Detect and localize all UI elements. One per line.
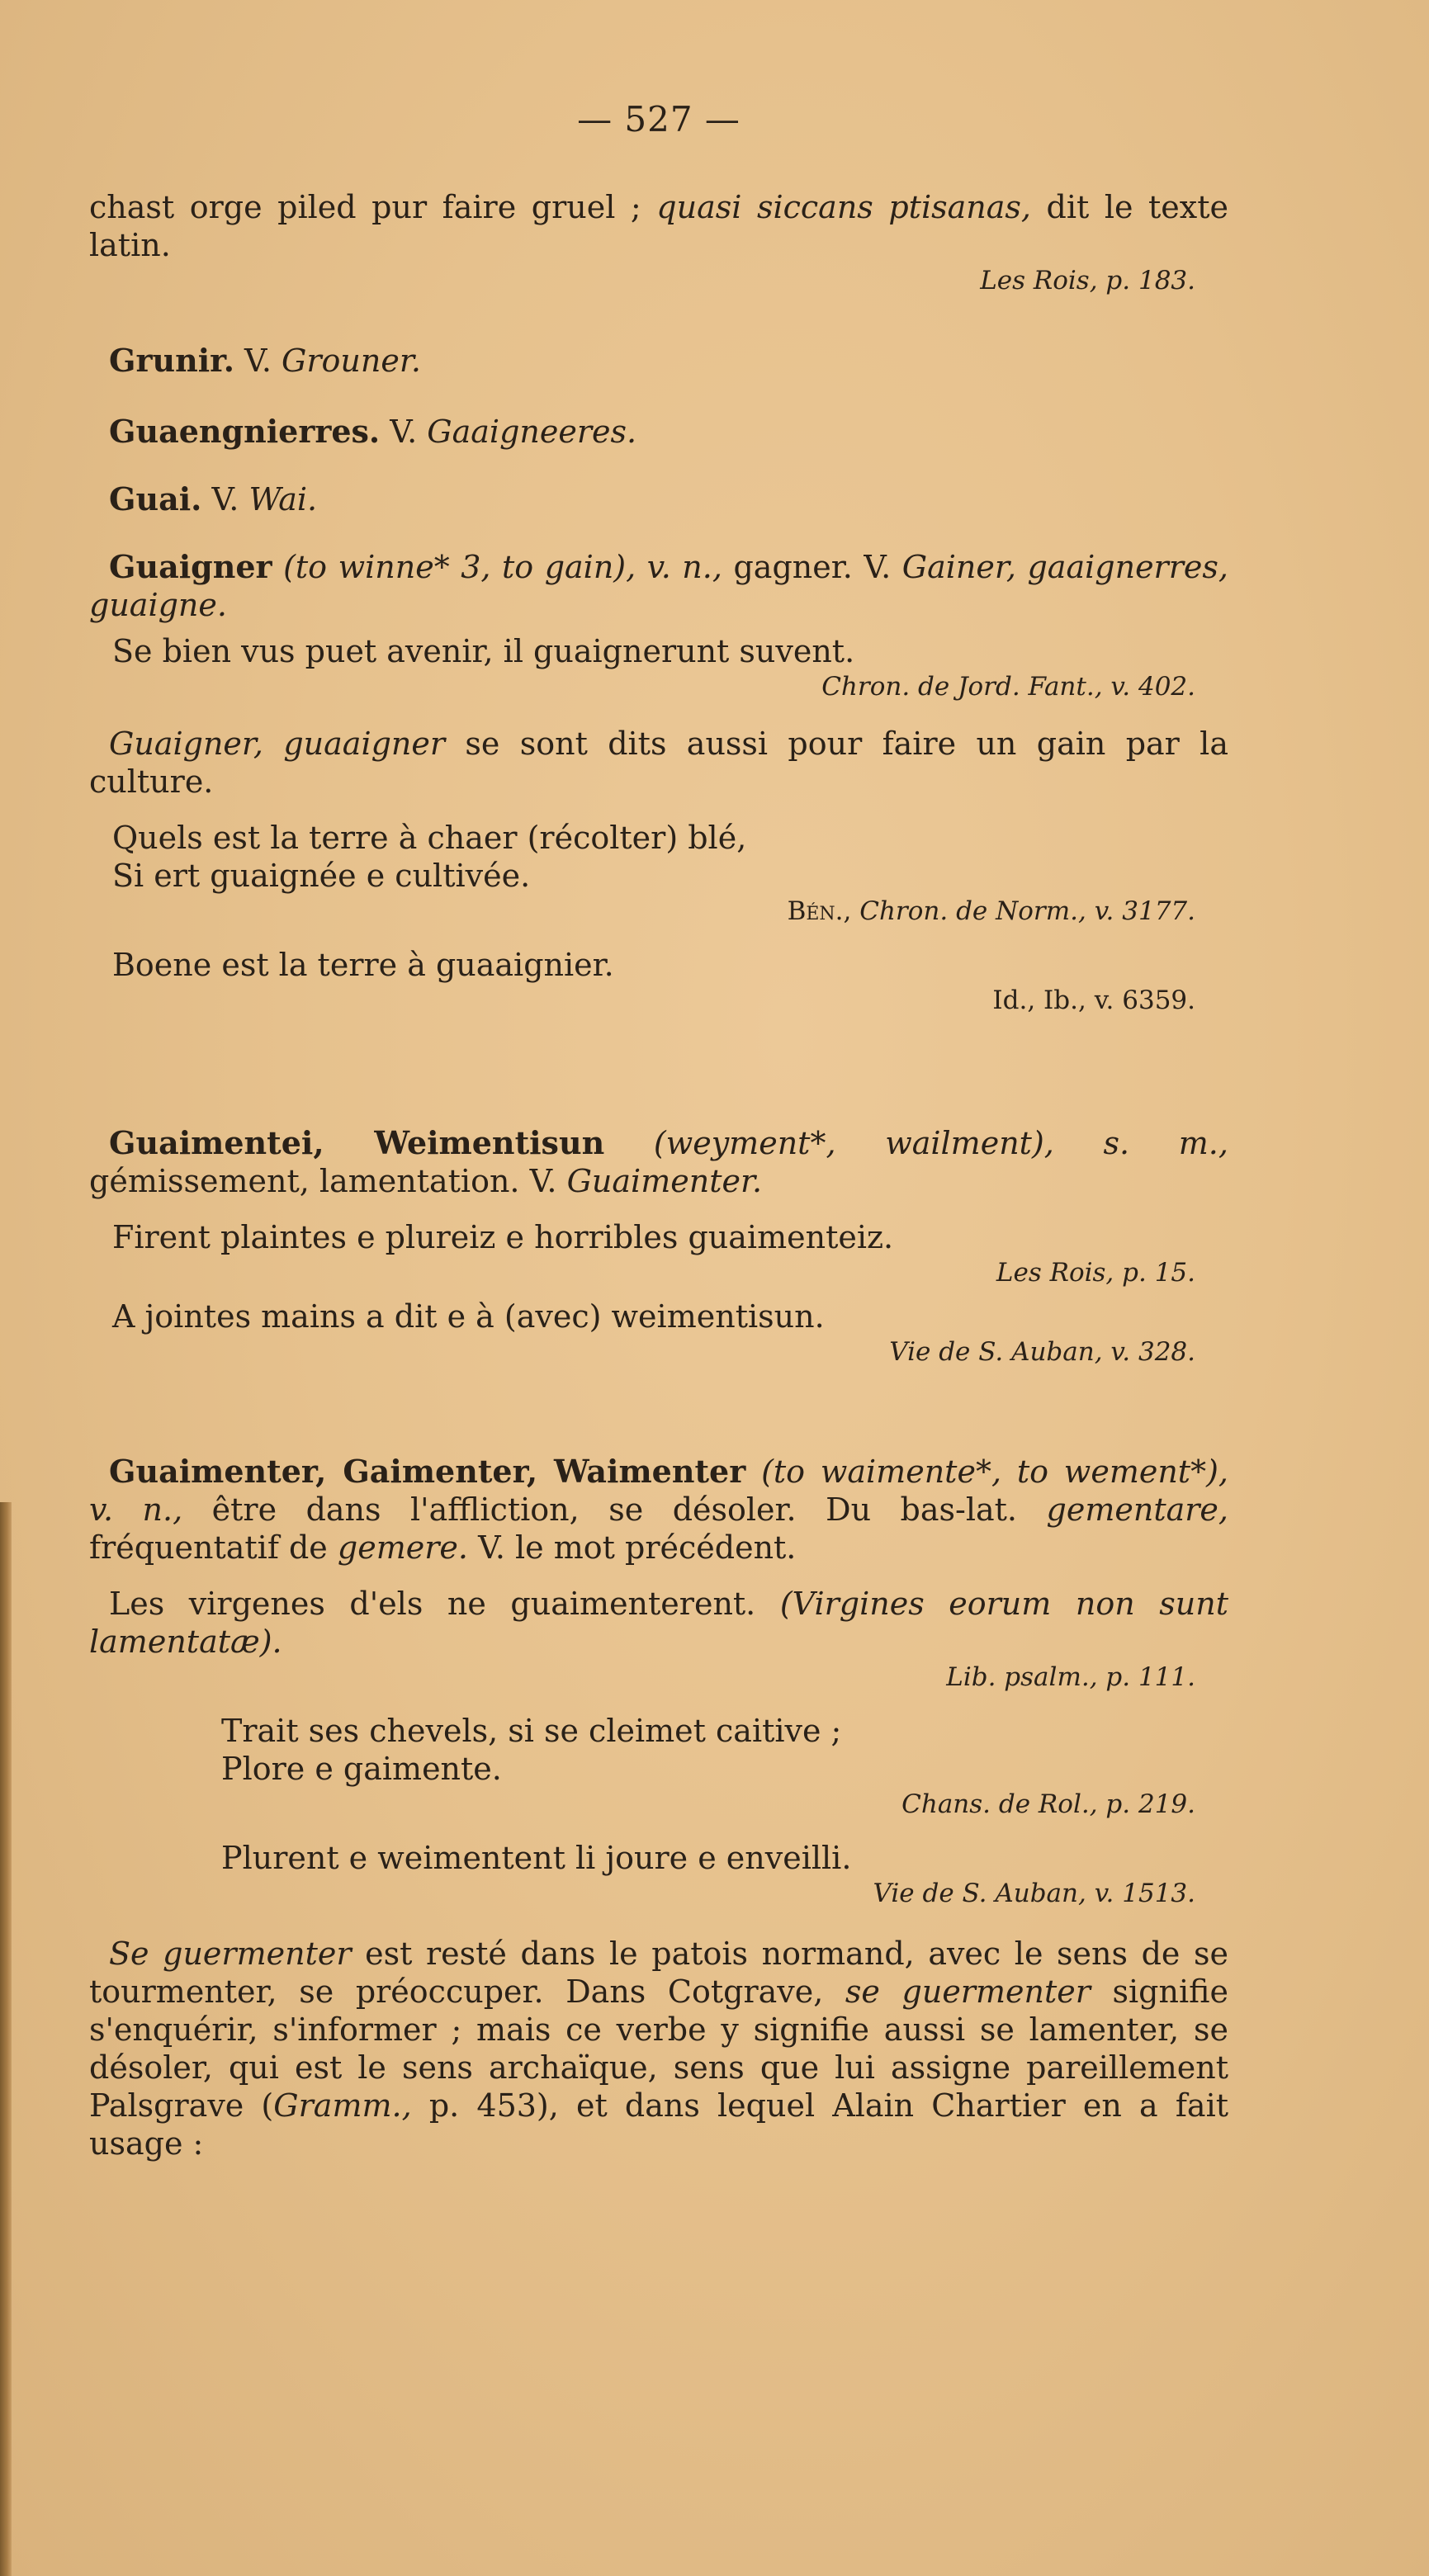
definition: gagner. V. (733, 549, 892, 585)
verse-line: Si ert guaignée e cultivée. (112, 858, 531, 894)
quotation: Plurent e weimentent li joure e enveilli. (221, 1840, 852, 1876)
usage-note: Se guermenter est resté dans le patois normand, avec le sens de se tourmenter, se préoccuper. Dans Cotgrave, se guermenter signifie s'enquérir, s'informer ; mais ce verbe y signifie aussi se lamenter, se désoler, qui est le sens archaïque, sens que lui assigne pareillement Palsgrave (Gramm., p. 453), et dans lequel Alain Chartier en a fait usage : (89, 1936, 1228, 2162)
citation: Bén., Chron. de Norm., v. 3177. (787, 896, 1195, 926)
quotation: A jointes mains a dit e à (avec) weimentisun. (112, 1298, 825, 1335)
headword: Guaengnierres. (109, 413, 381, 450)
verse-line: Quels est la terre à chaer (récolter) blé, (112, 820, 747, 856)
definition: être dans l'affliction, se désoler. Du bas-lat. (211, 1491, 1018, 1528)
cross-reference: Grouner. (282, 343, 421, 379)
entry-guai: Guai. V. Wai. (109, 480, 318, 518)
headword: Grunir. (109, 342, 234, 379)
etymology: (to winne* 3, to gain), (283, 549, 636, 585)
latin-gloss: (Virgines eorum non sunt lamentatæ). (89, 1586, 1228, 1660)
cross-reference: Gaaigneeres. (427, 414, 637, 450)
definition: gémissement, lamentation. V. (89, 1163, 557, 1199)
verse-line: Plore e gaimente. (221, 1751, 502, 1787)
continuation-paragraph (89, 188, 1228, 297)
etymology: (to waimente*, to wement*), (761, 1453, 1228, 1490)
variant-forms: Guaigner, guaaigner (109, 726, 446, 762)
headword: Guaimentei, Weimentisun (109, 1124, 605, 1161)
entry-guaimentei (89, 1124, 1228, 1368)
citation: Chron. de Jord. Fant., v. 402. (821, 672, 1195, 702)
citation: Les Rois, p. 183. (980, 266, 1195, 295)
citation: Chans. de Rol., p. 219. (901, 1789, 1195, 1819)
cross-reference: Gainer, gaaignerres, guaigne. (89, 549, 1228, 623)
verse-line: Trait ses chevels, si se cleimet caitive ; (221, 1713, 842, 1749)
part-of-speech: s. m., (1103, 1125, 1228, 1161)
entry-grunir: Grunir. V. Grouner. (109, 342, 421, 379)
etymology: (weyment*, wailment), (653, 1125, 1054, 1161)
citation: Les Rois, p. 15. (996, 1258, 1195, 1288)
continuation-text-end: dit le texte latin. (89, 189, 1228, 263)
entry-guaengnierres: Guaengnierres. V. Gaaigneeres. (109, 413, 637, 450)
latin-etymon: gementare, (1046, 1491, 1228, 1528)
cross-reference: Wai. (248, 481, 318, 518)
citation: Vie de S. Auban, v. 328. (889, 1337, 1195, 1367)
latin-phrase: quasi siccans ptisanas, (656, 189, 1031, 225)
page-number: — 527 — (577, 99, 741, 139)
quotation: Boene est la terre à guaaignier. (112, 947, 614, 983)
part-of-speech: v. n., (646, 549, 722, 585)
page-binding-edge (0, 1502, 12, 2576)
quotation: Se bien vus puet avenir, il guaignerunt suvent. (112, 633, 855, 669)
citation: Id., Ib., v. 6359. (992, 985, 1195, 1015)
quotation: Les virgenes d'els ne guaimenterent. (Virgines eorum non sunt lamentatæ). (89, 1586, 1228, 1660)
cross-reference: Guaimenter. (566, 1163, 763, 1199)
continuation-text: chast orge piled pur faire gruel ; (89, 189, 641, 225)
entry-guaigner (89, 548, 1228, 1017)
part-of-speech: v. n., (89, 1491, 183, 1528)
quotation: Firent plaintes e plureiz e horribles guaimenteiz. (112, 1219, 894, 1255)
headword: Guaimenter, Gaimenter, Waimenter (109, 1453, 746, 1490)
entry-guaimenter: Guaimenter, Gaimenter, Waimenter (to waimente*, to wement*), v. n., être dans l'affliction, se désoler. Du bas-lat. gementare, fréquentatif de gemere. V. le mot précédent. Les virgenes d'els ne guaimenterent. (Virgines eorum non sunt lamentatæ). Lib. psalm., p. 111. Trait ses chevels, si se cleimet caitive ; Plore e gaimente. Chans. de Rol., p. 219. Plurent e weimentent li joure e enveilli. Vie de S. Auban, v. 1513. Se guermenter est resté dans le patois normand, avec le sens de se tourmenter, se préoccuper. Dans Cotgrave, se guermenter signifie s'enquérir, s'informer ; mais ce verbe y signifie aussi se lamenter, se désoler, qui est le sens archaïque, sens que lui assigne pareillement Palsgrave (Gramm., p. 453), et dans lequel Alain Chartier en a fait usage : (89, 1453, 1228, 2162)
usage-note: se sont dits aussi pour faire un gain par la culture. (89, 726, 1228, 800)
citation: Lib. psalm., p. 111. (946, 1662, 1195, 1692)
citation: Vie de S. Auban, v. 1513. (873, 1879, 1195, 1908)
latin-root: gemere. (337, 1529, 468, 1566)
headword: Guai. (109, 480, 202, 518)
headword: Guaigner (109, 548, 272, 585)
